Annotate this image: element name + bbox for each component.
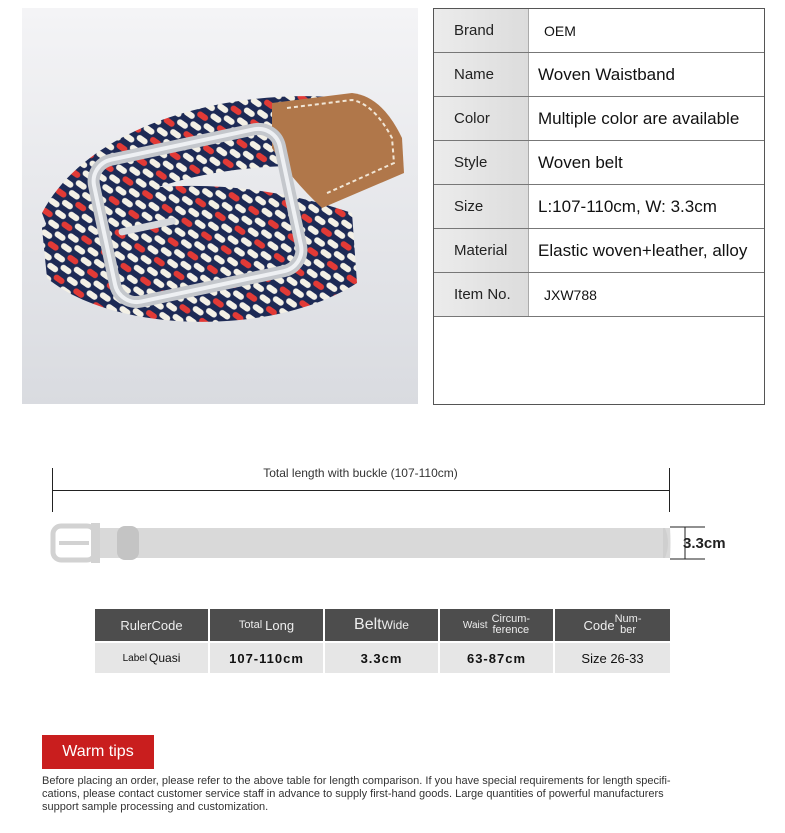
header-text-small: Waist xyxy=(462,619,488,631)
header-text-small: Wide xyxy=(381,618,409,632)
warm-tips-text xyxy=(42,775,742,814)
spec-row-color xyxy=(434,97,764,141)
spec-value: Elastic woven+leather, alloy xyxy=(538,240,748,260)
header-text: Code xyxy=(583,617,615,633)
header-text-top: Num- xyxy=(614,613,642,625)
length-tick-right xyxy=(669,468,670,512)
cell-text: Quasi xyxy=(149,651,181,665)
size-cell-label xyxy=(95,643,210,673)
spec-row-size xyxy=(434,185,764,229)
spec-row-style xyxy=(434,141,764,185)
spec-key: Brand xyxy=(434,9,529,52)
size-header-code-number xyxy=(555,609,670,641)
spec-row-item-no xyxy=(434,273,764,317)
spec-key: Style xyxy=(434,141,529,184)
cell-text-small: Label xyxy=(122,652,148,664)
length-dimension-line xyxy=(52,490,669,491)
width-label: 3.3cm xyxy=(683,535,726,552)
header-text-bottom: ber xyxy=(620,624,636,636)
size-header-total-long xyxy=(210,609,325,641)
header-text: Belt xyxy=(354,616,382,633)
header-stack xyxy=(492,614,531,636)
header-text-top: Circum- xyxy=(491,613,531,625)
tips-line: support sample processing and customization. xyxy=(42,801,269,813)
spec-key: Color xyxy=(434,97,529,140)
belt-keeper xyxy=(117,526,139,560)
spec-row-name xyxy=(434,53,764,97)
header-text-small: Total xyxy=(238,619,263,631)
header-stack xyxy=(615,614,642,636)
spec-key: Item No. xyxy=(434,273,529,316)
size-header-waist-circumference xyxy=(440,609,555,641)
size-cell-wide: 3.3cm xyxy=(325,643,440,673)
tips-line: cations, please contact customer service staff in advance to supply first-hand goods. Large quantities of powerful manufacturers xyxy=(42,788,664,800)
header-text-bottom: ference xyxy=(492,624,530,636)
spec-key: Name xyxy=(434,53,529,96)
header-text: Long xyxy=(265,617,295,633)
tips-line: Before placing an order, please refer to the above table for length comparison. If you have special requirements for length specifi- xyxy=(42,775,671,787)
size-cell-long: 107-110cm xyxy=(210,643,325,673)
belt-product-photo xyxy=(22,8,418,404)
size-table xyxy=(95,609,670,673)
size-cell-size: Size 26-33 xyxy=(555,643,670,673)
size-header-belt-wide xyxy=(325,609,440,641)
spec-value: Woven Waistband xyxy=(538,64,676,84)
spec-row-brand xyxy=(434,9,764,53)
spec-value: Multiple color are available xyxy=(538,108,740,128)
spec-key: Size xyxy=(434,185,529,228)
spec-value: Woven belt xyxy=(538,152,623,172)
spec-row-material xyxy=(434,229,764,273)
size-header-ruler-code xyxy=(95,609,210,641)
spec-key: Material xyxy=(434,229,529,272)
size-cell-waist: 63-87cm xyxy=(440,643,555,673)
length-tick-left xyxy=(52,468,53,512)
warm-tips-title: Warm tips xyxy=(42,735,154,769)
spec-value: OEM xyxy=(544,22,576,39)
spec-table xyxy=(433,8,765,405)
belt-strap xyxy=(100,528,670,558)
header-text: RulerCode xyxy=(120,617,183,633)
length-label: Total length with buckle (107-110cm) xyxy=(263,466,458,480)
belt-diagram xyxy=(45,515,735,570)
spec-value: JXW788 xyxy=(544,286,597,303)
spec-value: L:107-110cm, W: 3.3cm xyxy=(538,196,717,216)
